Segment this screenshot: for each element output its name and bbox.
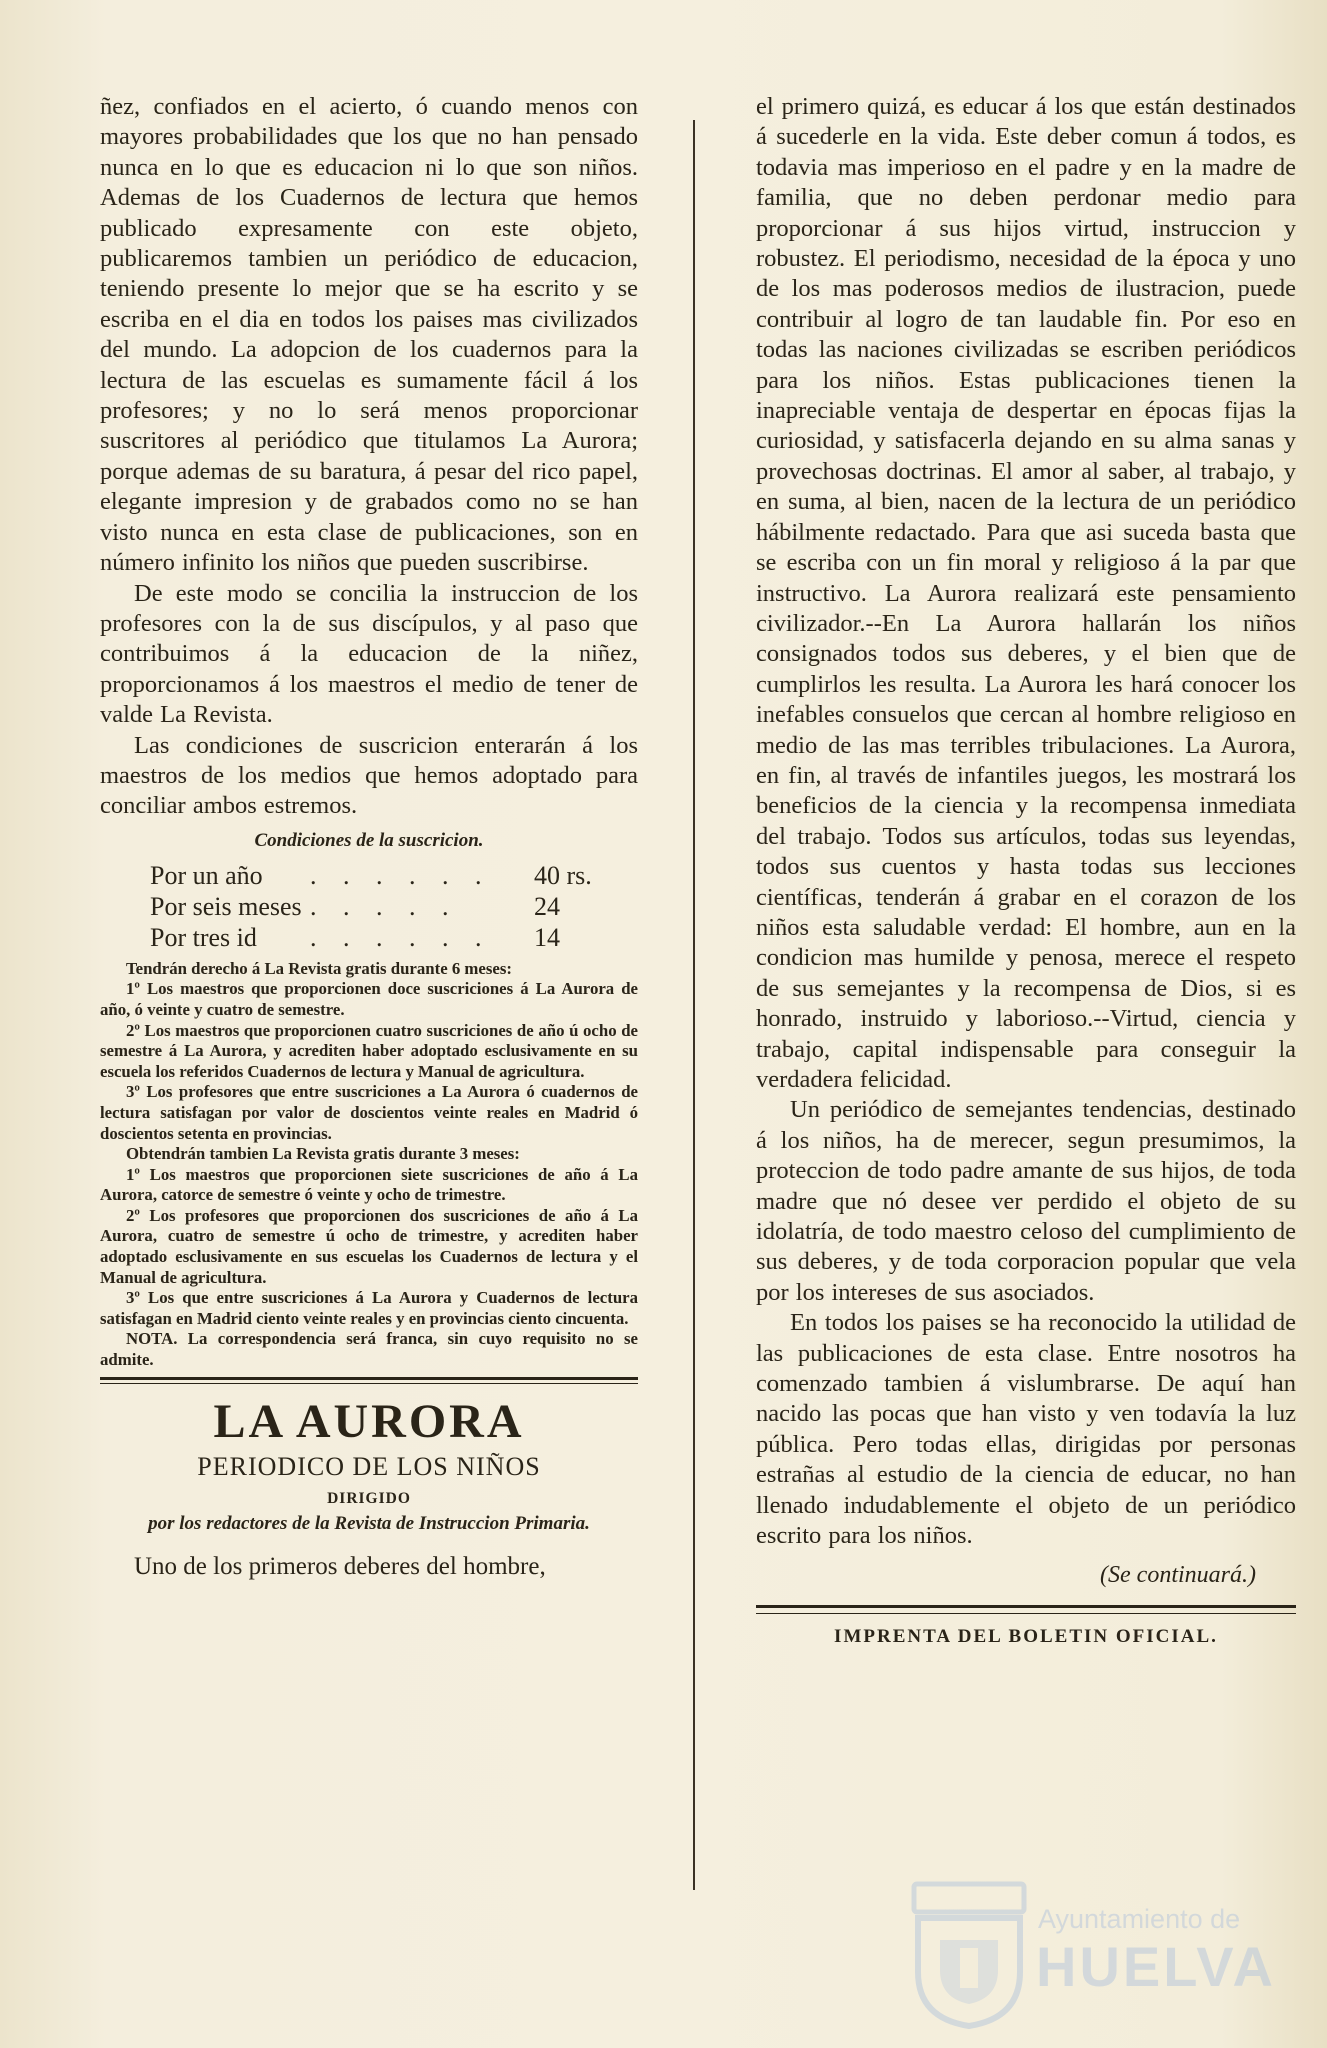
price-label: Por un año <box>150 860 263 890</box>
right-paragraph-1: el primero quizá, es educar á los que están destinados á sucederle en la vida. Este deber comun á todos, es todavia mas imperioso en el padre y en la madre de familia, que no deben perdonar medio para proporcionar á sus hijos virtud, instruccion y robustez. El periodismo, necesidad de la época y uno de los mas poderosos medios de ilustracion, puede contribuir al logro de tan laudable fin. Por eso en todas las naciones civilizadas se escriben periódicos para los niños. Estas publicaciones tienen la inapreciable ventaja de despertar en épocas fijas la curiosidad, y satisfacerla dejando en su alma sanas y provechosas doctrinas. El amor al saber, al trabajo, y en suma, al bien, nacen de la lectura de un periódico hábilmente redactado. Para que asi suceda basta que se escriba con un fin moral y religioso á la par que instructivo. La Aurora realizará este pensamiento civilizador.--En La Aurora hallarán los niños consignados todos sus deberes, y el bien que de cumplirlos les resulta. La Aurora les hará conocer los inefables consuelos que cercan al hombre religioso en medio de las mas terribles tribulaciones. La Aurora, en fin, al través de infantiles juegos, les mostrará los beneficios de la ciencia y la recompensa inmediata del trabajo. Todos sus artículos, todas sus leyendas, todos sus cuentos y hasta todas sus lecciones científicas, tenderán á grabar en el corazon de los niños esta saludable verdad: El hombre, aun en la condicion mas humilde y penosa, merece el respeto de sus semejantes y la recompensa de Dios, si es honrado, instruido y laborioso.--Virtud, ciencia y trabajo, capital indispensable para conseguir la verdadera felicidad. <box>756 93 1296 1093</box>
continued-note: (Se continuará.) <box>1100 1561 1256 1588</box>
section-divider-thin <box>100 1383 638 1384</box>
price-dots: . . . . . <box>310 891 459 921</box>
rule-6-months-title: Tendrán derecho á La Revista gratis durante 6 meses: <box>126 958 512 978</box>
watermark-line-2: HUELVA <box>1036 1935 1276 1998</box>
rule-3-months-item: 3º Los que entre suscriciones á La Aurora y Cuadernos de lectura satisfagan en Madrid ciento veinte reales y en provincias ciento cincuenta. <box>100 1288 638 1328</box>
masthead-redactors: por los redactores de la Revista de Instruccion Primaria. <box>148 1512 590 1534</box>
price-label: Por tres id <box>150 922 257 952</box>
price-row <box>100 860 638 891</box>
price-value: 40 rs. <box>534 860 592 890</box>
masthead-subtitle: PERIODICO DE LOS NIÑOS <box>197 1451 541 1481</box>
right-column <box>756 92 1296 1648</box>
left-paragraph-1: ñez, confiados en el acierto, ó cuando menos con mayores probabilidades que los que no han pensado nunca en lo que es educacion ni lo que son niños. Ademas de los Cuadernos de lectura que hemos publicado expresamente con este objeto, publicaremos tambien un periódico de educacion, teniendo presente lo mejor que se ha escrito y se escriba en el dia en todos los paises mas civilizados del mundo. La adopcion de los cuadernos para la lectura de las escuelas es sumamente fácil á los profesores; y no lo será menos proporcionar suscritores al periódico que titulamos La Aurora; porque ademas de su baratura, á pesar del rico papel, elegante impresion y de grabados como no se han visto nunca en esta clase de publicaciones, son en número infinito los niños que pueden suscribirse. <box>100 93 638 577</box>
masthead-title: LA AURORA <box>213 1394 525 1448</box>
rule-6-months-item: 2º Los maestros que proporcionen cuatro suscriciones de año ú ocho de semestre á La Aurora, y acrediten haber adoptado esclusivamente en su escuela los referidos Cuadernos de lectura y Manual de agricultura. <box>100 1020 638 1081</box>
end-divider <box>756 1605 1296 1614</box>
price-value: 14 <box>534 922 560 952</box>
price-value: 24 <box>534 891 560 921</box>
column-divider <box>693 120 695 1890</box>
rule-6-months-item: 1º Los maestros que proporcionen doce suscriciones á La Aurora de año, ó veinte y cuatro de semestre. <box>100 979 638 1019</box>
section-divider <box>100 1377 638 1380</box>
article-opening-line: Uno de los primeros deberes del hombre, <box>134 1552 546 1580</box>
masthead-directed: DIRIGIDO <box>327 1489 411 1507</box>
rule-6-months-item: 3º Los profesores que entre suscriciones a La Aurora ó cuadernos de lectura satisfagan por valor de doscientos veinte reales en Madrid ó doscientos setenta en provincias. <box>100 1082 638 1143</box>
price-row <box>100 922 638 953</box>
printer-imprint: IMPRENTA DEL BOLETIN OFICIAL. <box>834 1625 1218 1647</box>
watermark-line-1: Ayuntamiento de <box>1038 1904 1241 1934</box>
left-paragraph-3: Las condiciones de suscricion enterarán á los maestros de los medios que hemos adoptado para conciliar ambos estremos. <box>100 731 638 820</box>
price-dots: . . . . . . <box>310 922 492 952</box>
price-row <box>100 891 638 922</box>
price-label: Por seis meses <box>150 891 302 921</box>
price-list <box>100 860 638 953</box>
rule-3-months-title: Obtendrán tambien La Revista gratis durante 3 meses: <box>126 1144 520 1164</box>
subscription-rules <box>100 959 638 1371</box>
price-dots: . . . . . . <box>310 860 492 890</box>
rule-3-months-item: 2º Los profesores que proporcionen dos suscriciones de año á La Aurora, cuatro de semestre ú ocho de trimestre, y acrediten haber adoptado esclusivamente en sus escuelas los Cuadernos de lectura y el Manual de agricultura. <box>100 1205 638 1287</box>
left-column <box>100 92 638 1584</box>
nota: NOTA. La correspondencia será franca, sin cuyo requisito no se admite. <box>100 1329 638 1370</box>
huelva-coat-of-arms-icon <box>910 1880 1028 2030</box>
conditions-title: Condiciones de la suscricion. <box>254 829 484 851</box>
left-paragraph-2: De este modo se concilia la instruccion de los profesores con la de sus discípulos, y al paso que contribuimos á la educacion de la niñez, proporcionamos á los maestros el medio de tener de valde La Revista. <box>100 579 638 729</box>
huelva-watermark <box>910 1880 1290 2030</box>
right-paragraph-2: Un periódico de semejantes tendencias, destinado á los niños, ha de merecer, segun presumimos, la proteccion de todo padre amante de sus hijos, de toda madre que nó desee ver perdido el objeto de su idolatría, de todo maestro celoso del cumplimiento de sus deberes, y de toda corporacion popular que vela por los intereses de sus asociados. <box>756 1096 1296 1306</box>
rule-3-months-item: 1º Los maestros que proporcionen siete suscriciones de año á La Aurora, catorce de semestre ó veinte y ocho de trimestre. <box>100 1164 638 1205</box>
right-paragraph-3: En todos los paises se ha reconocido la utilidad de las publicaciones de esta clase. Entre nosotros ha comenzado tambien á vislumbrarse. De aquí han nacido las pocas que han visto y ven todavía la luz pública. Pero todas ellas, dirigidas por personas estrañas al estudio de la ciencia de educar, no han llenado indudablemente el objeto de un periódico escrito para los niños. <box>756 1309 1296 1550</box>
